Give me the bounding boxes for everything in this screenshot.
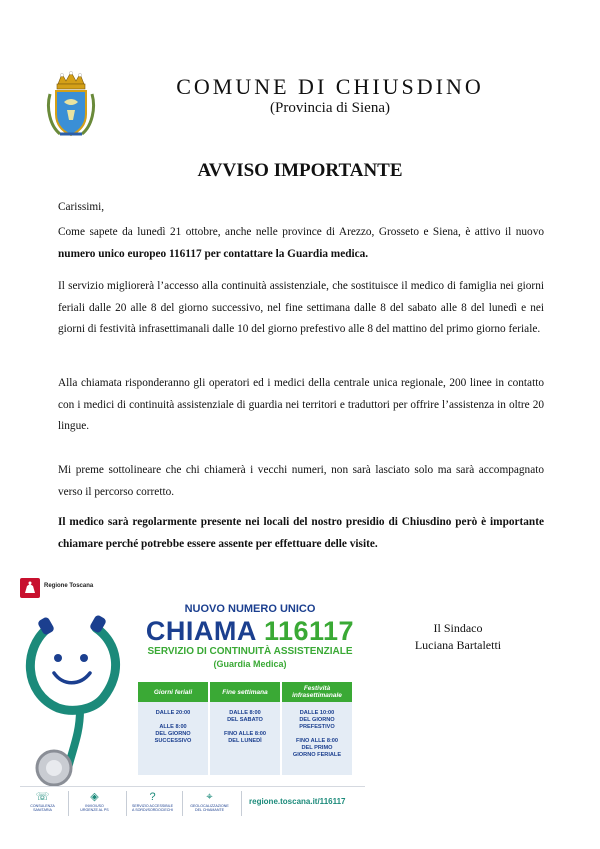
paragraph-1 bbox=[58, 222, 544, 265]
comune-title: COMUNE DI CHIUSDINO bbox=[176, 74, 484, 99]
footer-label: SERVIZIO ACCESSIBILE bbox=[131, 804, 174, 808]
schedule-column-festivita bbox=[282, 682, 352, 775]
paragraph-3: Alla chiamata risponderanno gli operatori ed i medici della centrale unica regionale, 200 linee in contatto con i medici di continuità assistenziale di guardia nei territori e traduttori per offrire l’assistenza in oltre 20 lingue. bbox=[58, 377, 544, 432]
footer-item-urgenze bbox=[72, 790, 117, 812]
schedule-column-feriali bbox=[138, 682, 208, 775]
schedule-line: DEL PRIMO bbox=[301, 745, 333, 751]
signature-name: Luciana Bartaletti bbox=[414, 638, 502, 652]
footer-separator bbox=[68, 791, 69, 816]
chiama-word: CHIAMA bbox=[145, 616, 256, 646]
column-body bbox=[282, 702, 352, 775]
schedule-line: FINO ALLE 8:00 bbox=[295, 738, 339, 744]
column-header: Festività infrasettimanale bbox=[282, 682, 352, 702]
footer-separator bbox=[241, 791, 242, 816]
schedule-line: FINO ALLE 8:00 bbox=[223, 731, 267, 737]
schedule-line: ALLE 8:00 bbox=[159, 724, 187, 730]
arrow-sign-icon: ◈ bbox=[90, 791, 99, 803]
schedule-line: DEL GIORNO bbox=[155, 731, 191, 737]
paragraph-1-bold: numero unico europeo 116117 per contattare la Guardia medica. bbox=[58, 247, 369, 260]
greeting: Carissimi, bbox=[58, 201, 105, 213]
footer-item-geolocalizzazione bbox=[187, 790, 232, 812]
paragraph-4: Mi preme sottolineare che chi chiamerà i vecchi numeri, non sarà lasciato solo ma sarà accompagnato verso il percorso corretto. bbox=[58, 464, 544, 498]
schedule-line: DALLE 20:00 bbox=[155, 710, 191, 716]
phone-hand-icon: ☏ bbox=[35, 791, 50, 803]
schedule-line: DEL SABATO bbox=[227, 717, 263, 723]
schedule-line: PREFESTIVO bbox=[299, 724, 335, 730]
ear-icon: ? bbox=[149, 791, 156, 803]
schedule-line: DALLE 8:00 bbox=[229, 710, 261, 716]
column-body bbox=[138, 702, 208, 775]
paragraph-1-text: Come sapete da lunedì 21 ottobre, anche nelle province di Arezzo, Grosseto e Siena, è attivo il nuovo bbox=[58, 226, 544, 238]
footer-item-consulenza bbox=[20, 790, 65, 812]
footer-separator bbox=[182, 791, 183, 816]
provincia-subtitle: (Provincia di Siena) bbox=[270, 100, 390, 116]
footer-separator bbox=[126, 791, 127, 816]
signature-block bbox=[398, 620, 518, 654]
column-header: Fine settimana bbox=[210, 682, 280, 702]
footer-item-accessibile bbox=[130, 790, 175, 812]
comune-crest-logo bbox=[44, 70, 98, 140]
regione-toscana-logo-icon bbox=[20, 578, 40, 598]
stethoscope-icon bbox=[18, 598, 148, 793]
schedule-line: SUCCESSIVO bbox=[154, 738, 192, 744]
location-icon: ⌖ bbox=[206, 791, 213, 803]
paragraph-2: Il servizio migliorerà l’accesso alla continuità assistenziale, che sostituisce il medico di famiglia nei giorni feriali dalle 20 alle 8 del giorno successivo, nel fine settimana dalle 8 del sabato alle 8 del lunedì e nei giorni di festività infrasettimanali dalle 10 del giorno prefestivo alle 8 del mattino del primo giorno feriale. bbox=[58, 280, 544, 335]
regione-label: Regione Toscana bbox=[44, 583, 94, 589]
poster-116117 bbox=[20, 578, 365, 818]
footer-label: DEL CHIAMANTE bbox=[194, 808, 225, 813]
schedule-line: GIORNO FERIALE bbox=[292, 752, 342, 758]
page-title: AVVISO IMPORTANTE bbox=[197, 160, 403, 181]
column-header: Giorni feriali bbox=[138, 682, 208, 702]
poster-url: regione.toscana.it/116117 bbox=[249, 797, 346, 806]
schedule-line: DEL LUNEDÌ bbox=[228, 738, 262, 744]
footer-label: A SORDI/SORDOCIECHI bbox=[132, 808, 173, 813]
paragraph-5-bold: Il medico sarà regolarmente presente nei locali del nostro presidio di Chiusdino però è importante chiamare perché potrebbe essere assente per effettuare delle visite. bbox=[58, 516, 544, 550]
schedule-column-fine-settimana bbox=[210, 682, 280, 775]
poster-guardia: (Guardia Medica) bbox=[213, 659, 287, 669]
footer-label: SANITARIA bbox=[33, 808, 52, 813]
footer-label: URGENZE AL PS bbox=[80, 808, 109, 813]
number-116117: 116117 bbox=[263, 616, 355, 646]
poster-chiama bbox=[130, 616, 370, 647]
footer-label: CONSULENZA bbox=[30, 804, 55, 808]
schedule-line: DALLE 10:00 bbox=[299, 710, 335, 716]
signature-role: Il Sindaco bbox=[433, 621, 483, 635]
poster-headline: NUOVO NUMERO UNICO bbox=[184, 603, 316, 615]
footer-label: INVIO/USO bbox=[85, 804, 104, 808]
schedule-line: DEL GIORNO bbox=[299, 717, 335, 723]
column-body bbox=[210, 702, 280, 775]
poster-servizio: SERVIZIO DI CONTINUITÀ ASSISTENZIALE bbox=[147, 646, 353, 657]
footer-label: GEOLOCALIZZAZIONE bbox=[190, 804, 229, 808]
poster-footer-divider bbox=[20, 786, 365, 787]
